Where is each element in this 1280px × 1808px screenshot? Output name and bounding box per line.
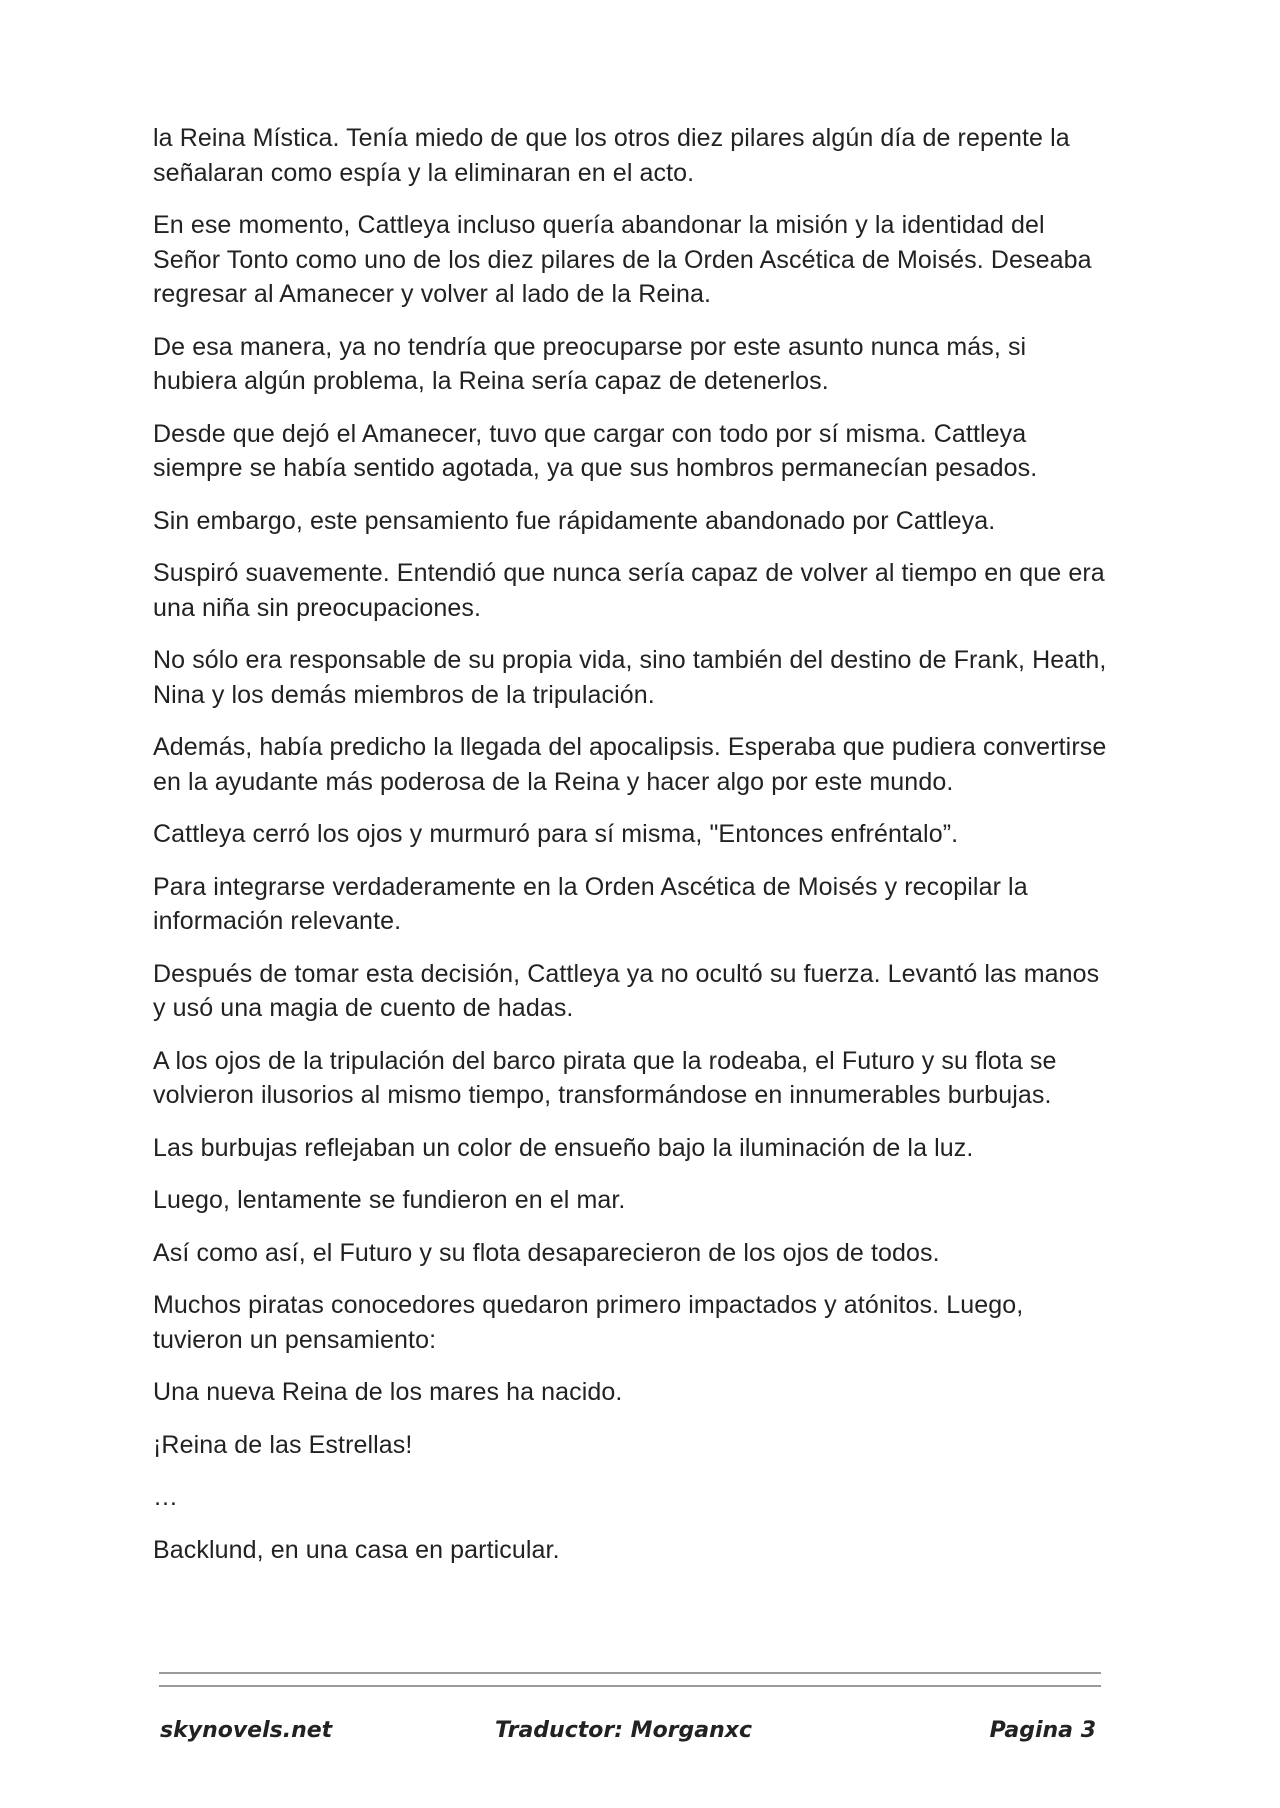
paragraph: De esa manera, ya no tendría que preocuparse por este asunto nunca más, si hubiera algún problema, la Reina sería capaz de detenerlos. (153, 332, 1027, 395)
paragraph: la Reina Mística. Tenía miedo de que los otros diez pilares algún día de repente la señalaran como espía y la eliminaran en el acto. (153, 124, 1070, 187)
paragraph: Después de tomar esta decisión, Cattleya ya no ocultó su fuerza. Levantó las manos y usó una magia de cuento de hadas. (153, 959, 1100, 1022)
paragraph: Suspiró suavemente. Entendió que nunca sería capaz de volver al tiempo en que era una niña sin preocupaciones. (153, 559, 1105, 622)
paragraph: Muchos piratas conocedores quedaron primero impactados y atónitos. Luego, tuvieron un pensamiento: (153, 1291, 1024, 1354)
paragraph: Para integrarse verdaderamente en la Orden Ascética de Moisés y recopilar la información relevante. (153, 872, 1028, 935)
paragraph: Además, había predicho la llegada del apocalipsis. Esperaba que pudiera convertirse en la ayudante más poderosa de la Reina y hacer algo por este mundo. (153, 733, 1107, 796)
paragraph: ¡Reina de las Estrellas! (153, 1430, 413, 1459)
footer-divider-bottom (159, 1685, 1101, 1687)
paragraph: Así como así, el Futuro y su flota desaparecieron de los ojos de todos. (153, 1238, 940, 1267)
footer-page-number: Pagina 3 (989, 1718, 1096, 1743)
paragraph: No sólo era responsable de su propia vida, sino también del destino de Frank, Heath, Nina y los demás miembros de la tripulación. (153, 646, 1107, 709)
paragraph: Las burbujas reflejaban un color de ensueño bajo la iluminación de la luz. (153, 1133, 974, 1162)
footer-divider-top (159, 1672, 1101, 1674)
page-body (153, 121, 1113, 1585)
paragraph: A los ojos de la tripulación del barco pirata que la rodeaba, el Futuro y su flota se volvieron ilusorios al mismo tiempo, transformándose en innumerables burbujas. (153, 1046, 1057, 1109)
paragraph: Una nueva Reina de los mares ha nacido. (153, 1378, 623, 1406)
paragraph: Cattleya cerró los ojos y murmuró para sí misma, "Entonces enfréntalo”. (153, 820, 959, 848)
footer-site: skynovels.net (160, 1718, 333, 1743)
section-break: … (153, 1483, 179, 1511)
paragraph: Desde que dejó el Amanecer, tuvo que cargar con todo por sí misma. Cattleya siempre se había sentido agotada, ya que sus hombros permanecían pesados. (153, 419, 1038, 482)
footer-translator: Traductor: Morganxc (495, 1718, 753, 1743)
paragraph: Luego, lentamente se fundieron en el mar. (153, 1186, 626, 1214)
paragraph: Sin embargo, este pensamiento fue rápidamente abandonado por Cattleya. (153, 506, 996, 535)
paragraph: Backlund, en una casa en particular. (153, 1535, 560, 1564)
paragraph: En ese momento, Cattleya incluso quería abandonar la misión y la identidad del Señor Tonto como uno de los diez pilares de la Orden Ascética de Moisés. Deseaba regresar al Amanecer y volver al lado de la Reina. (153, 211, 1092, 308)
